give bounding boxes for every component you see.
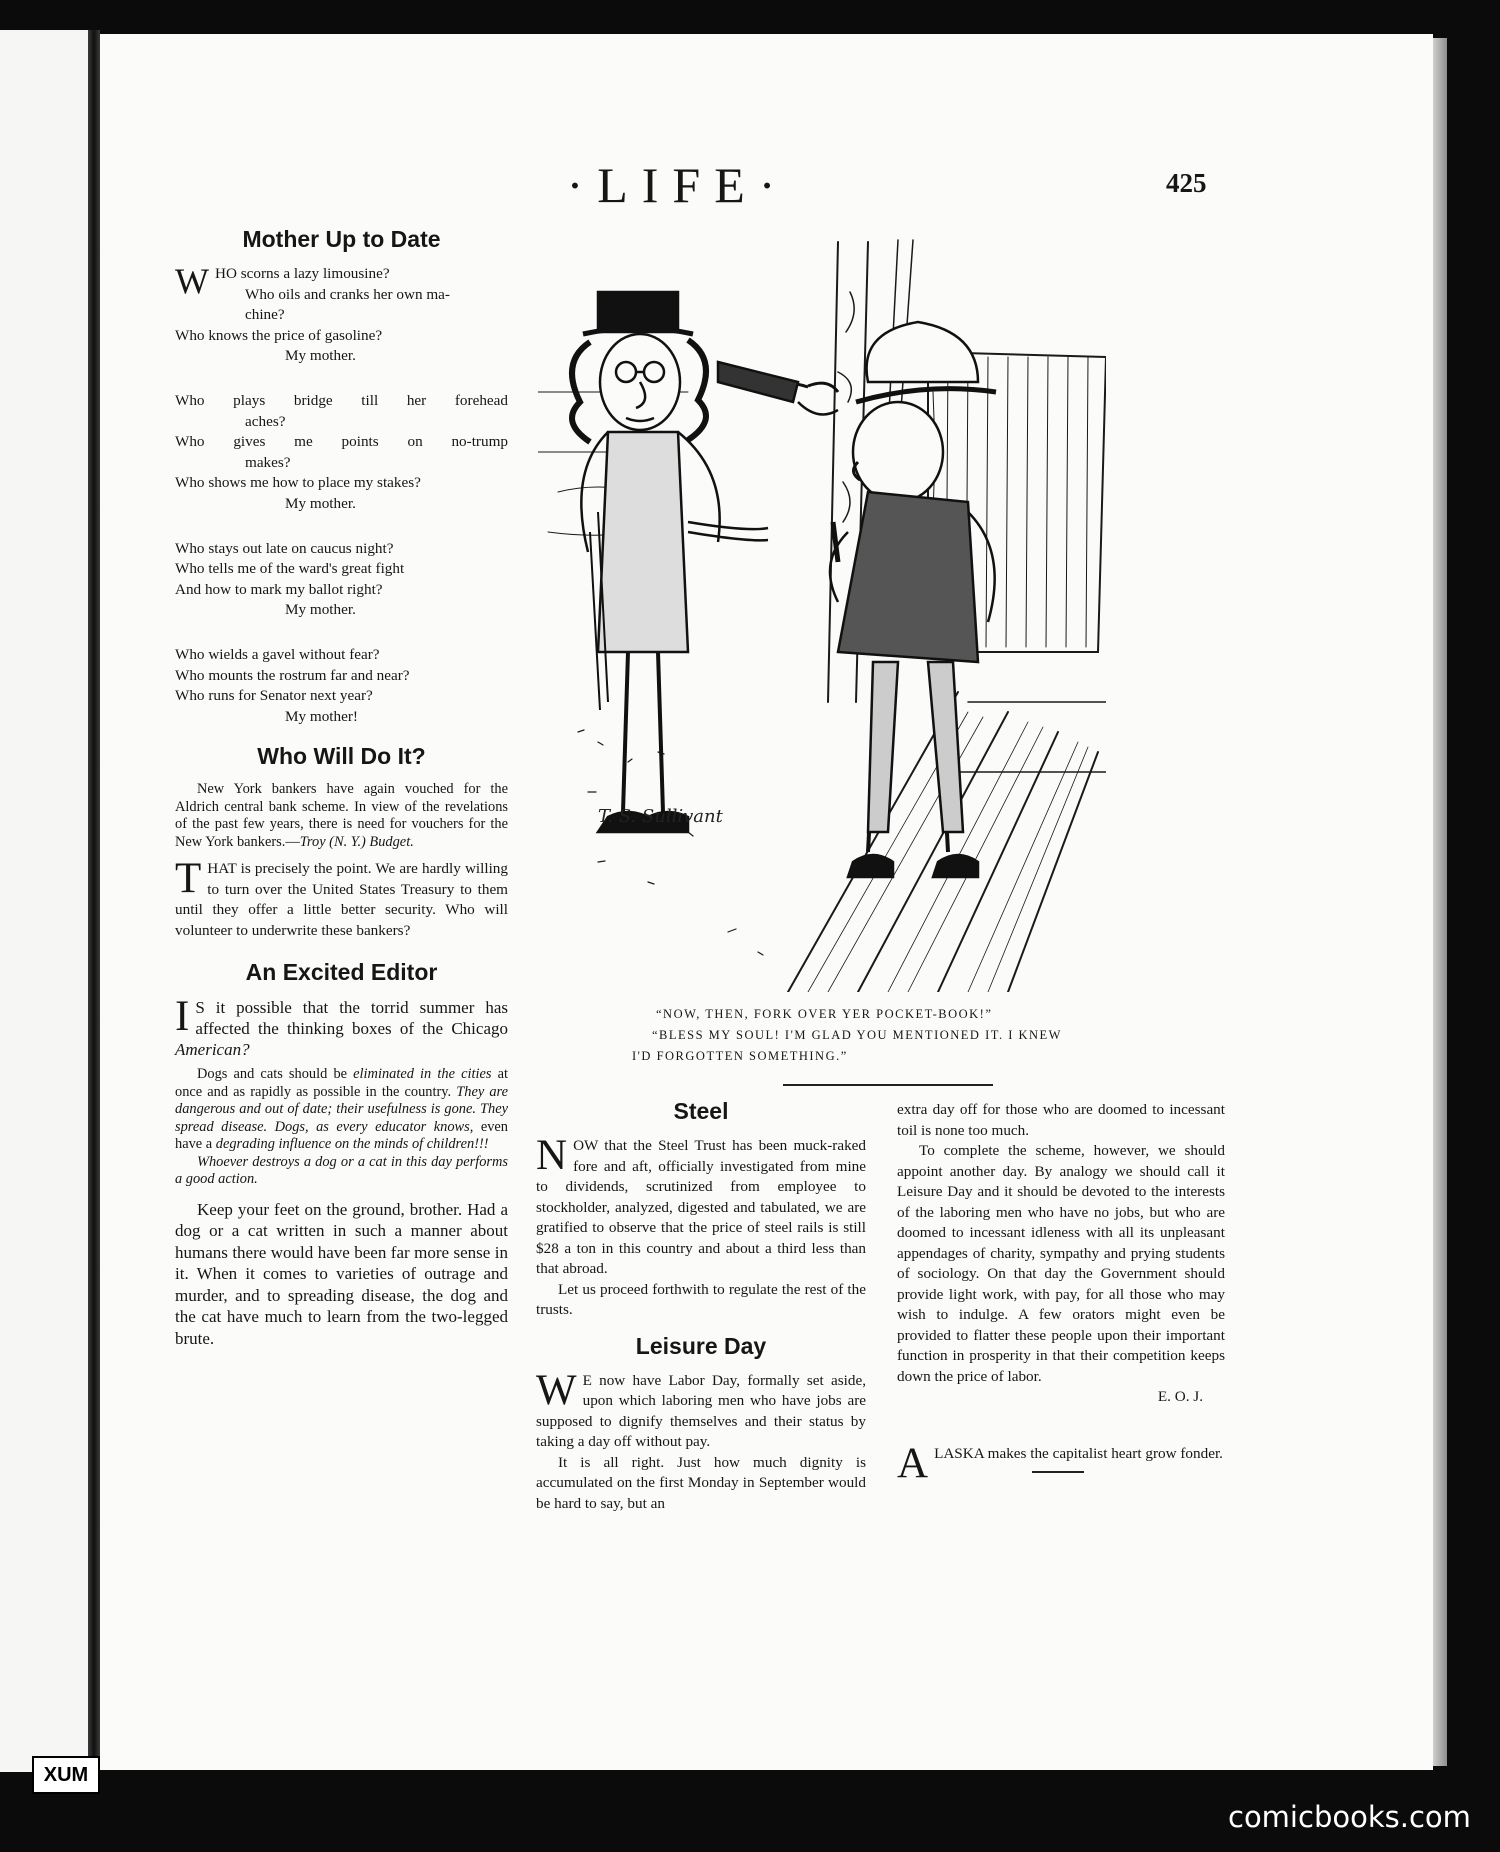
poem-title: Mother Up to Date (242, 226, 441, 252)
page-number: 425 (1166, 168, 1207, 198)
drop-cap: W (536, 1366, 577, 1414)
poem-line: Who knows the price of gasoline? (175, 326, 383, 344)
drop-cap: W (175, 261, 209, 301)
article-body: It is all right. Just how much dignity is accumulated on the first Monday in September would be hard to say, but an (536, 1453, 866, 1512)
quoted-excerpt: New York bankers have again vouched for the Aldrich central bank scheme. In view of the revelations of the past few years, there is need for vouchers for the New York bankers.—Troy (N. Y.) Budget. (175, 781, 508, 850)
poem-line: Who wields a gavel without fear? (175, 645, 380, 663)
poem-stanza (175, 391, 508, 515)
poem-line: makes? (245, 453, 291, 471)
caption-line: “BLESS MY SOUL! I'M GLAD YOU MENTIONED IT. I KNEW (652, 1028, 1062, 1042)
caption-line: I'D FORGOTTEN SOMETHING.” (632, 1049, 848, 1063)
article-body: THAT is precisely the point. We are hardly willing to turn over the United States Treasury to them until they offer a little better security. Who will volunteer to underwrite these bankers? (175, 855, 508, 939)
previous-page-edge (0, 30, 88, 1772)
cartoon-caption (632, 1004, 1132, 1067)
drop-cap: A (897, 1439, 929, 1487)
cartoon-illustration (538, 232, 1106, 992)
poem-line: aches? (245, 412, 286, 430)
poem-refrain: My mother. (285, 347, 356, 365)
article-body-continued: extra day off for those who are doomed to incessant toil is none too much. (897, 1101, 1225, 1139)
drop-cap: T (175, 855, 202, 903)
article-body: Keep your feet on the ground, brother. Had a dog or a cat written in such a manner about humans there would have been far more sense in it. When it comes to varieties of outrage and murder, and to spreading disease, the dog and the cat have much to learn from the two-legged brute. (175, 1199, 508, 1348)
author-signature: E. O. J. (1157, 1388, 1203, 1405)
poem-refrain: My mother. (285, 601, 356, 619)
poem-line: Who plays bridge till her forehead (175, 391, 508, 409)
poem-line: HO scorns a lazy limousine? (214, 265, 390, 282)
poem-line: And how to mark my ballot right? (175, 580, 383, 598)
book-gutter (88, 30, 100, 1772)
poem-line: Who stays out late on caucus night? (175, 539, 394, 557)
caption-line: “NOW, THEN, FORK OVER YER POCKET-BOOK!” (656, 1007, 993, 1021)
poem-line: Who tells me of the ward's great fight (175, 560, 405, 578)
poem-line: Who mounts the rostrum far and near? (175, 666, 410, 684)
poem-line: Who shows me how to place my stakes? (175, 474, 421, 492)
article-body: W E now have Labor Day, formally set aside, upon which laboring men who have jobs are supposed to dignify themselves and their status by taking a day off without pay. (536, 1366, 866, 1450)
poem-stanza (175, 539, 508, 621)
quoted-excerpt: Dogs and cats should be eliminated in the cities at once and as rapidly as possible in the country. They are dangerous and out of date; their usefulness is gone. They spread disease. Dogs, as every educator knows, even have a degrading influence on the minds of children!!! (175, 1066, 509, 1153)
filler-item: ALASKA makes the capitalist heart grow fonder. (897, 1439, 1223, 1487)
article-body: NOW that the Steel Trust has been muck-raked fore and aft, officially investigated from mine to dividends, scrutinized from employee to stockholder, analyzed, digested and tabulated, we are gratified to observe that the price of steel rails is still $28 a ton in this country and about a third less than that abroad. (536, 1132, 866, 1277)
drop-cap: N (536, 1132, 568, 1179)
middle-column (536, 1096, 866, 1514)
quoted-excerpt: Whoever destroys a dog or a cat in this day performs a good action. (175, 1153, 508, 1188)
poem-stanza (175, 645, 508, 727)
poem-line: Who oils and cranks her own ma- (245, 285, 450, 303)
article-title: Leisure Day (635, 1332, 767, 1359)
article-body: Let us proceed forthwith to regulate the rest of the trusts. (536, 1280, 866, 1318)
poem-stanza (175, 261, 508, 367)
artist-signature: T. S. Sullivant (598, 806, 723, 827)
poem-line: Who gives me points on no-trump (175, 433, 508, 451)
poem-refrain: My mother. (285, 494, 356, 512)
right-column (897, 1100, 1225, 1487)
poem-refrain: My mother! (285, 707, 358, 725)
section-divider (783, 1084, 993, 1086)
poem-mother-up-to-date (175, 261, 508, 727)
article-title: Who Will Do It? (257, 743, 426, 770)
article-intro: I S it possible that the torrid summer has affected the thinking boxes of the Chicago American? (175, 993, 508, 1060)
archive-label: XUM (32, 1756, 100, 1794)
poem-line: Who runs for Senator next year? (175, 687, 373, 705)
poem-line: chine? (245, 306, 285, 324)
masthead-title: ·LIFE· (566, 157, 790, 213)
article-title: Steel (673, 1098, 729, 1124)
drop-cap: I (175, 993, 190, 1041)
article-title: An Excited Editor (245, 959, 438, 986)
section-divider (1032, 1471, 1084, 1473)
page-edge-shadow (1433, 38, 1447, 1766)
site-watermark: comicbooks.com (1228, 1800, 1471, 1834)
left-column (175, 224, 508, 1349)
article-body: To complete the scheme, however, we should appoint another day. By analogy we should call it Leisure Day and it should be devoted to the interests of the laboring men who have no jobs, but who are doomed to incessant idleness with all its unpleasant appendages of charity, sympathy and prying students of sociology. On that day the Government should provide light work, with pay, for all those who may wish to indulge. A few orators might even be provided to flatter these people upon their important function in prosperity in that their competition keeps down the price of labor. (897, 1142, 1225, 1385)
